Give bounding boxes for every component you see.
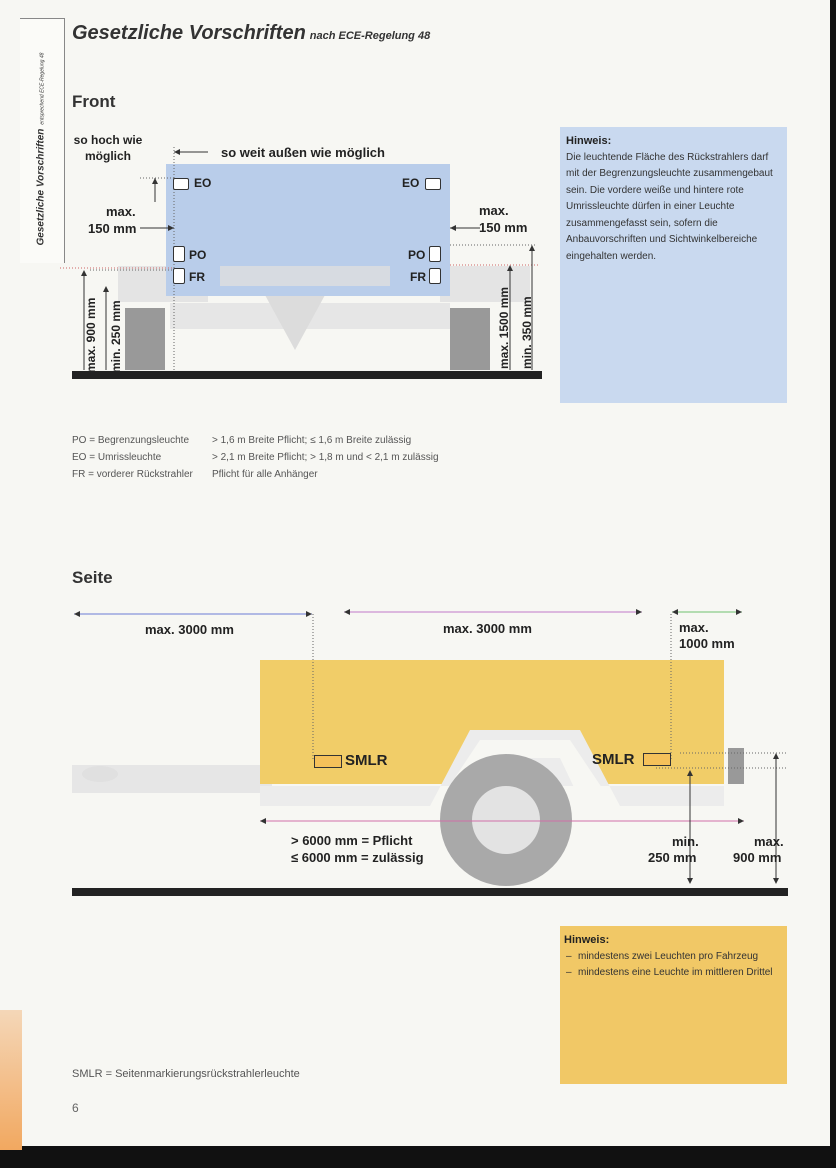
label-po-right: PO bbox=[408, 248, 426, 262]
label-min350: min. 350 mm bbox=[520, 296, 534, 369]
page-number: 6 bbox=[72, 1101, 79, 1115]
side-tab bbox=[20, 18, 65, 263]
lamp-eo-right bbox=[425, 178, 441, 190]
label-pflicht: > 6000 mm = Pflicht bbox=[291, 833, 413, 848]
arrowhead bbox=[736, 609, 742, 615]
legend-key: FR = vorderer Rückstrahler bbox=[72, 469, 193, 480]
arrowhead bbox=[738, 818, 744, 824]
arrowhead bbox=[81, 270, 87, 276]
arrowhead bbox=[306, 611, 312, 617]
trailer-body-right bbox=[440, 266, 530, 302]
rear-light bbox=[728, 748, 744, 784]
trailer-crossbar bbox=[220, 266, 390, 286]
seite-heading: Seite bbox=[72, 568, 113, 587]
hinweis-front-text: Die leuchtende Fläche des Rückstrahlers darf mit der Begrenzungsleuchte zusammengebaut sein. Die vordere weiße und hintere rote Umrissleuchte dürfen in einer Leuchte zusammengefasst sein, sofern die Anbauvorschriften und Sichtwinkelbereiche eingehalten werden. bbox=[566, 151, 773, 262]
smlr-label-right: SMLR bbox=[592, 751, 635, 768]
label-max-a: max. bbox=[754, 834, 784, 849]
lamp-po-right bbox=[429, 246, 441, 262]
dim-label-left: max. 3000 mm bbox=[145, 622, 234, 637]
wheel-left bbox=[125, 308, 165, 370]
arrowhead bbox=[74, 611, 80, 617]
legend-value: > 2,1 m Breite Pflicht; > 1,8 m und < 2,1 m zulässig bbox=[212, 452, 439, 463]
dim-label-right-a: max. bbox=[679, 620, 709, 635]
arrowhead bbox=[174, 149, 180, 155]
dim-label-mid: max. 3000 mm bbox=[443, 621, 532, 636]
label-max900: max. 900 mm bbox=[84, 297, 98, 373]
hinweis-seite-title: Hinweis: bbox=[564, 934, 610, 946]
ground-line bbox=[72, 888, 788, 896]
arrowhead bbox=[344, 609, 350, 615]
hinweis-seite bbox=[560, 926, 787, 1084]
label-eo-right: EO bbox=[402, 176, 420, 190]
label-max-left-b: 150 mm bbox=[88, 221, 137, 236]
arrowhead bbox=[450, 225, 456, 231]
lamp-po-left bbox=[173, 246, 185, 262]
page-edge bbox=[830, 0, 836, 1168]
arrowhead bbox=[260, 818, 266, 824]
label-max1500: max. 1500 mm bbox=[497, 286, 511, 369]
legend-value: Pflicht für alle Anhänger bbox=[212, 469, 318, 480]
side-tab-title: Gesetzliche Vorschriftenentsprechend ECE-Regelung 48 bbox=[35, 52, 47, 246]
label-min-b: 250 mm bbox=[648, 850, 697, 865]
legend-key: EO = Umrissleuchte bbox=[72, 452, 162, 463]
legend-row-fr bbox=[72, 469, 318, 480]
smlr-lamp-right bbox=[643, 753, 671, 766]
arrowhead bbox=[773, 878, 779, 884]
side-tab-subtitle: entsprechend ECE-Regelung 48 bbox=[39, 52, 46, 125]
label-po-left: PO bbox=[189, 248, 207, 262]
arrowhead bbox=[529, 245, 535, 251]
dim-label-right-b: 1000 mm bbox=[679, 636, 735, 651]
lamp-fr-right bbox=[429, 268, 441, 284]
label-max-right-b: 150 mm bbox=[479, 220, 528, 235]
hinweis-item: – mindestens eine Leuchte im mittleren Drittel bbox=[564, 965, 783, 982]
label-max-right-a: max. bbox=[479, 203, 509, 218]
arrowhead bbox=[672, 609, 678, 615]
legend-value: > 1,6 m Breite Pflicht; ≤ 1,6 m Breite zulässig bbox=[212, 435, 412, 446]
hinweis-front-title: Hinweis: bbox=[566, 135, 612, 147]
hinweis-seite-list bbox=[564, 949, 783, 982]
label-eo-left: EO bbox=[194, 176, 212, 190]
label-fr-left: FR bbox=[189, 270, 205, 284]
legend-key: PO = Begrenzungsleuchte bbox=[72, 435, 190, 446]
hinweis-front bbox=[560, 127, 787, 403]
wheel-right bbox=[450, 308, 490, 370]
color-strip bbox=[0, 1010, 22, 1150]
label-min-a: min. bbox=[672, 834, 699, 849]
arrowhead bbox=[636, 609, 642, 615]
label-so-weit: so weit außen wie möglich bbox=[221, 145, 385, 160]
label-fr-right: FR bbox=[410, 270, 426, 284]
legend-row-eo bbox=[72, 452, 439, 463]
hinweis-item: – mindestens zwei Leuchten pro Fahrzeug bbox=[564, 949, 783, 966]
page-subtitle: nach ECE-Regelung 48 bbox=[309, 30, 431, 42]
wheel-hub bbox=[472, 786, 540, 854]
smlr-lamp-left bbox=[314, 755, 342, 768]
arrowhead bbox=[687, 878, 693, 884]
arrowhead bbox=[103, 286, 109, 292]
lamp-eo-left bbox=[173, 178, 189, 190]
smlr-label-left: SMLR bbox=[345, 752, 388, 769]
arrowhead bbox=[152, 178, 158, 184]
page-title: Gesetzliche Vorschriften nach ECE-Regelung 48 bbox=[72, 22, 431, 44]
front-heading: Front bbox=[72, 92, 116, 111]
legend-row-po bbox=[72, 435, 411, 446]
page-edge-bottom bbox=[0, 1146, 836, 1168]
ground-line bbox=[72, 371, 542, 379]
arrowhead bbox=[773, 753, 779, 759]
label-max-b: 900 mm bbox=[733, 850, 782, 865]
trailer-coupling bbox=[82, 766, 118, 782]
label-min250: min. 250 mm bbox=[109, 300, 123, 373]
lamp-fr-left bbox=[173, 268, 185, 284]
footnote-smlr: SMLR = Seitenmarkierungsrückstrahlerleuchte bbox=[72, 1068, 300, 1080]
label-so-hoch: so hoch wie möglich bbox=[73, 133, 143, 163]
label-zulaessig: ≤ 6000 mm = zulässig bbox=[291, 850, 424, 865]
label-max-left-a: max. bbox=[106, 204, 136, 219]
